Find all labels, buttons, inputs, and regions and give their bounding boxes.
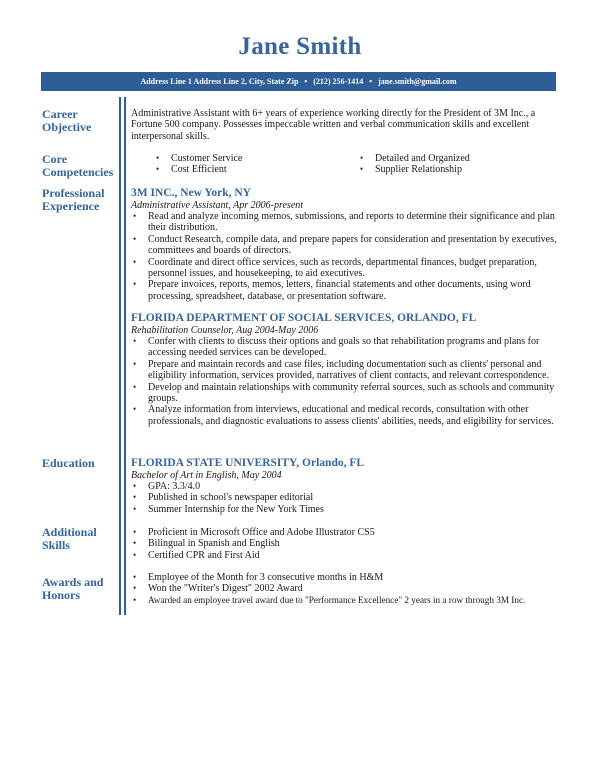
divider-line bbox=[119, 97, 121, 615]
employer-name: 3M INC., New York, NY bbox=[131, 187, 251, 199]
contact-phone: (212) 256-1414 bbox=[313, 77, 364, 86]
list-item: • Prepare and maintain records and case files, including documentation such as clients' personal and eligibility information, services provided, narratives of client contacts, and relevant correspondence. bbox=[131, 359, 561, 382]
awards-bullets bbox=[131, 572, 561, 606]
competencies-right bbox=[335, 153, 539, 176]
employer-name: FLORIDA DEPARTMENT OF SOCIAL SERVICES, ORLANDO, FL bbox=[131, 312, 477, 324]
list-item: • Employee of the Month for 3 consecutive months in H&M bbox=[131, 572, 561, 583]
list-item: • Won the "Writer's Digest" 2002 Award bbox=[131, 583, 561, 594]
competencies-list bbox=[131, 153, 561, 176]
contact-email[interactable]: jane.smith@gmail.com bbox=[378, 77, 457, 86]
section-label-education: Education bbox=[42, 456, 95, 470]
resume-name: Jane Smith bbox=[238, 33, 362, 60]
contact-separator: • bbox=[369, 77, 373, 86]
experience-bullets bbox=[131, 336, 561, 427]
job-role: Rehabilitation Counselor, Aug 2004-May 2006 bbox=[131, 325, 319, 336]
education-bullets bbox=[131, 481, 561, 515]
contact-address: Address Line 1 Address Line 2, City, State Zip bbox=[140, 77, 299, 86]
list-item: • Detailed and Organized bbox=[335, 153, 539, 164]
list-item: • Conduct Research, compile data, and prepare papers for consideration and presentation by executives, committees and boards of directors. bbox=[131, 234, 561, 257]
list-item: • Bilingual in Spanish and English bbox=[131, 538, 561, 549]
list-item: • Analyze information from interviews, educational and medical records, consultation with other professionals, and diagnostic evaluations to assess clients' abilities, needs, and eligibility for services. bbox=[131, 404, 561, 427]
list-item: • Cost Efficient bbox=[131, 164, 335, 175]
objective-text: Administrative Assistant with 6+ years of experience working directly for the President of 3M Inc., a Fortune 500 company. Possesses impeccable written and verbal communication skills and excellent interpersonal skills. bbox=[131, 108, 536, 142]
list-item: • Awarded an employee travel award due to "Performance Excellence" 2 years in a row through 3M Inc. bbox=[131, 595, 561, 606]
list-item: • Read and analyze incoming memos, submissions, and reports to determine their significance and plan their distribution. bbox=[131, 211, 561, 234]
degree: Bachelor of Art in English, May 2004 bbox=[131, 470, 282, 481]
skills-bullets bbox=[131, 527, 561, 561]
divider-line bbox=[124, 97, 126, 615]
list-item: • Supplier Relationship bbox=[335, 164, 539, 175]
list-item: • Published in school's newspaper editorial bbox=[131, 492, 561, 503]
experience-entry bbox=[131, 312, 561, 427]
awards-entry bbox=[131, 572, 561, 606]
section-label-career-objective: Career Objective bbox=[42, 107, 92, 134]
list-item: • Prepare invoices, reports, memos, letters, financial statements and other documents, using word processing, spreadsheet, database, or presentation software. bbox=[131, 279, 561, 302]
contact-bar bbox=[41, 72, 556, 91]
list-item: • Develop and maintain relationships with community referral sources, such as schools and community groups. bbox=[131, 382, 561, 405]
list-item: • Proficient in Microsoft Office and Adobe Illustrator CS5 bbox=[131, 527, 561, 538]
list-item: • Customer Service bbox=[131, 153, 335, 164]
list-item: • Coordinate and direct office services, such as records, departmental finances, budget preparation, personnel issues, and housekeeping, to aid executives. bbox=[131, 257, 561, 280]
contact-separator: • bbox=[304, 77, 308, 86]
experience-entry bbox=[131, 187, 561, 302]
section-label-core-competencies: Core Competencies bbox=[42, 152, 114, 179]
education-entry bbox=[131, 457, 561, 515]
section-label-awards: Awards and Honors bbox=[42, 575, 104, 602]
list-item: • GPA: 3.3/4.0 bbox=[131, 481, 561, 492]
list-item: • Summer Internship for the New York Times bbox=[131, 504, 561, 515]
list-item: • Certified CPR and First Aid bbox=[131, 550, 561, 561]
section-label-professional-experience: Professional Experience bbox=[42, 186, 105, 213]
job-role: Administrative Assistant, Apr 2006-present bbox=[131, 200, 304, 211]
experience-bullets bbox=[131, 211, 561, 302]
section-label-additional-skills: Additional Skills bbox=[42, 525, 97, 552]
school-name: FLORIDA STATE UNIVERSITY, Orlando, FL bbox=[131, 457, 365, 469]
skills-entry bbox=[131, 527, 561, 561]
competencies-left bbox=[131, 153, 335, 176]
list-item: • Confer with clients to discuss their options and goals so that rehabilitation programs and plans for accessing needed services can be developed. bbox=[131, 336, 561, 359]
